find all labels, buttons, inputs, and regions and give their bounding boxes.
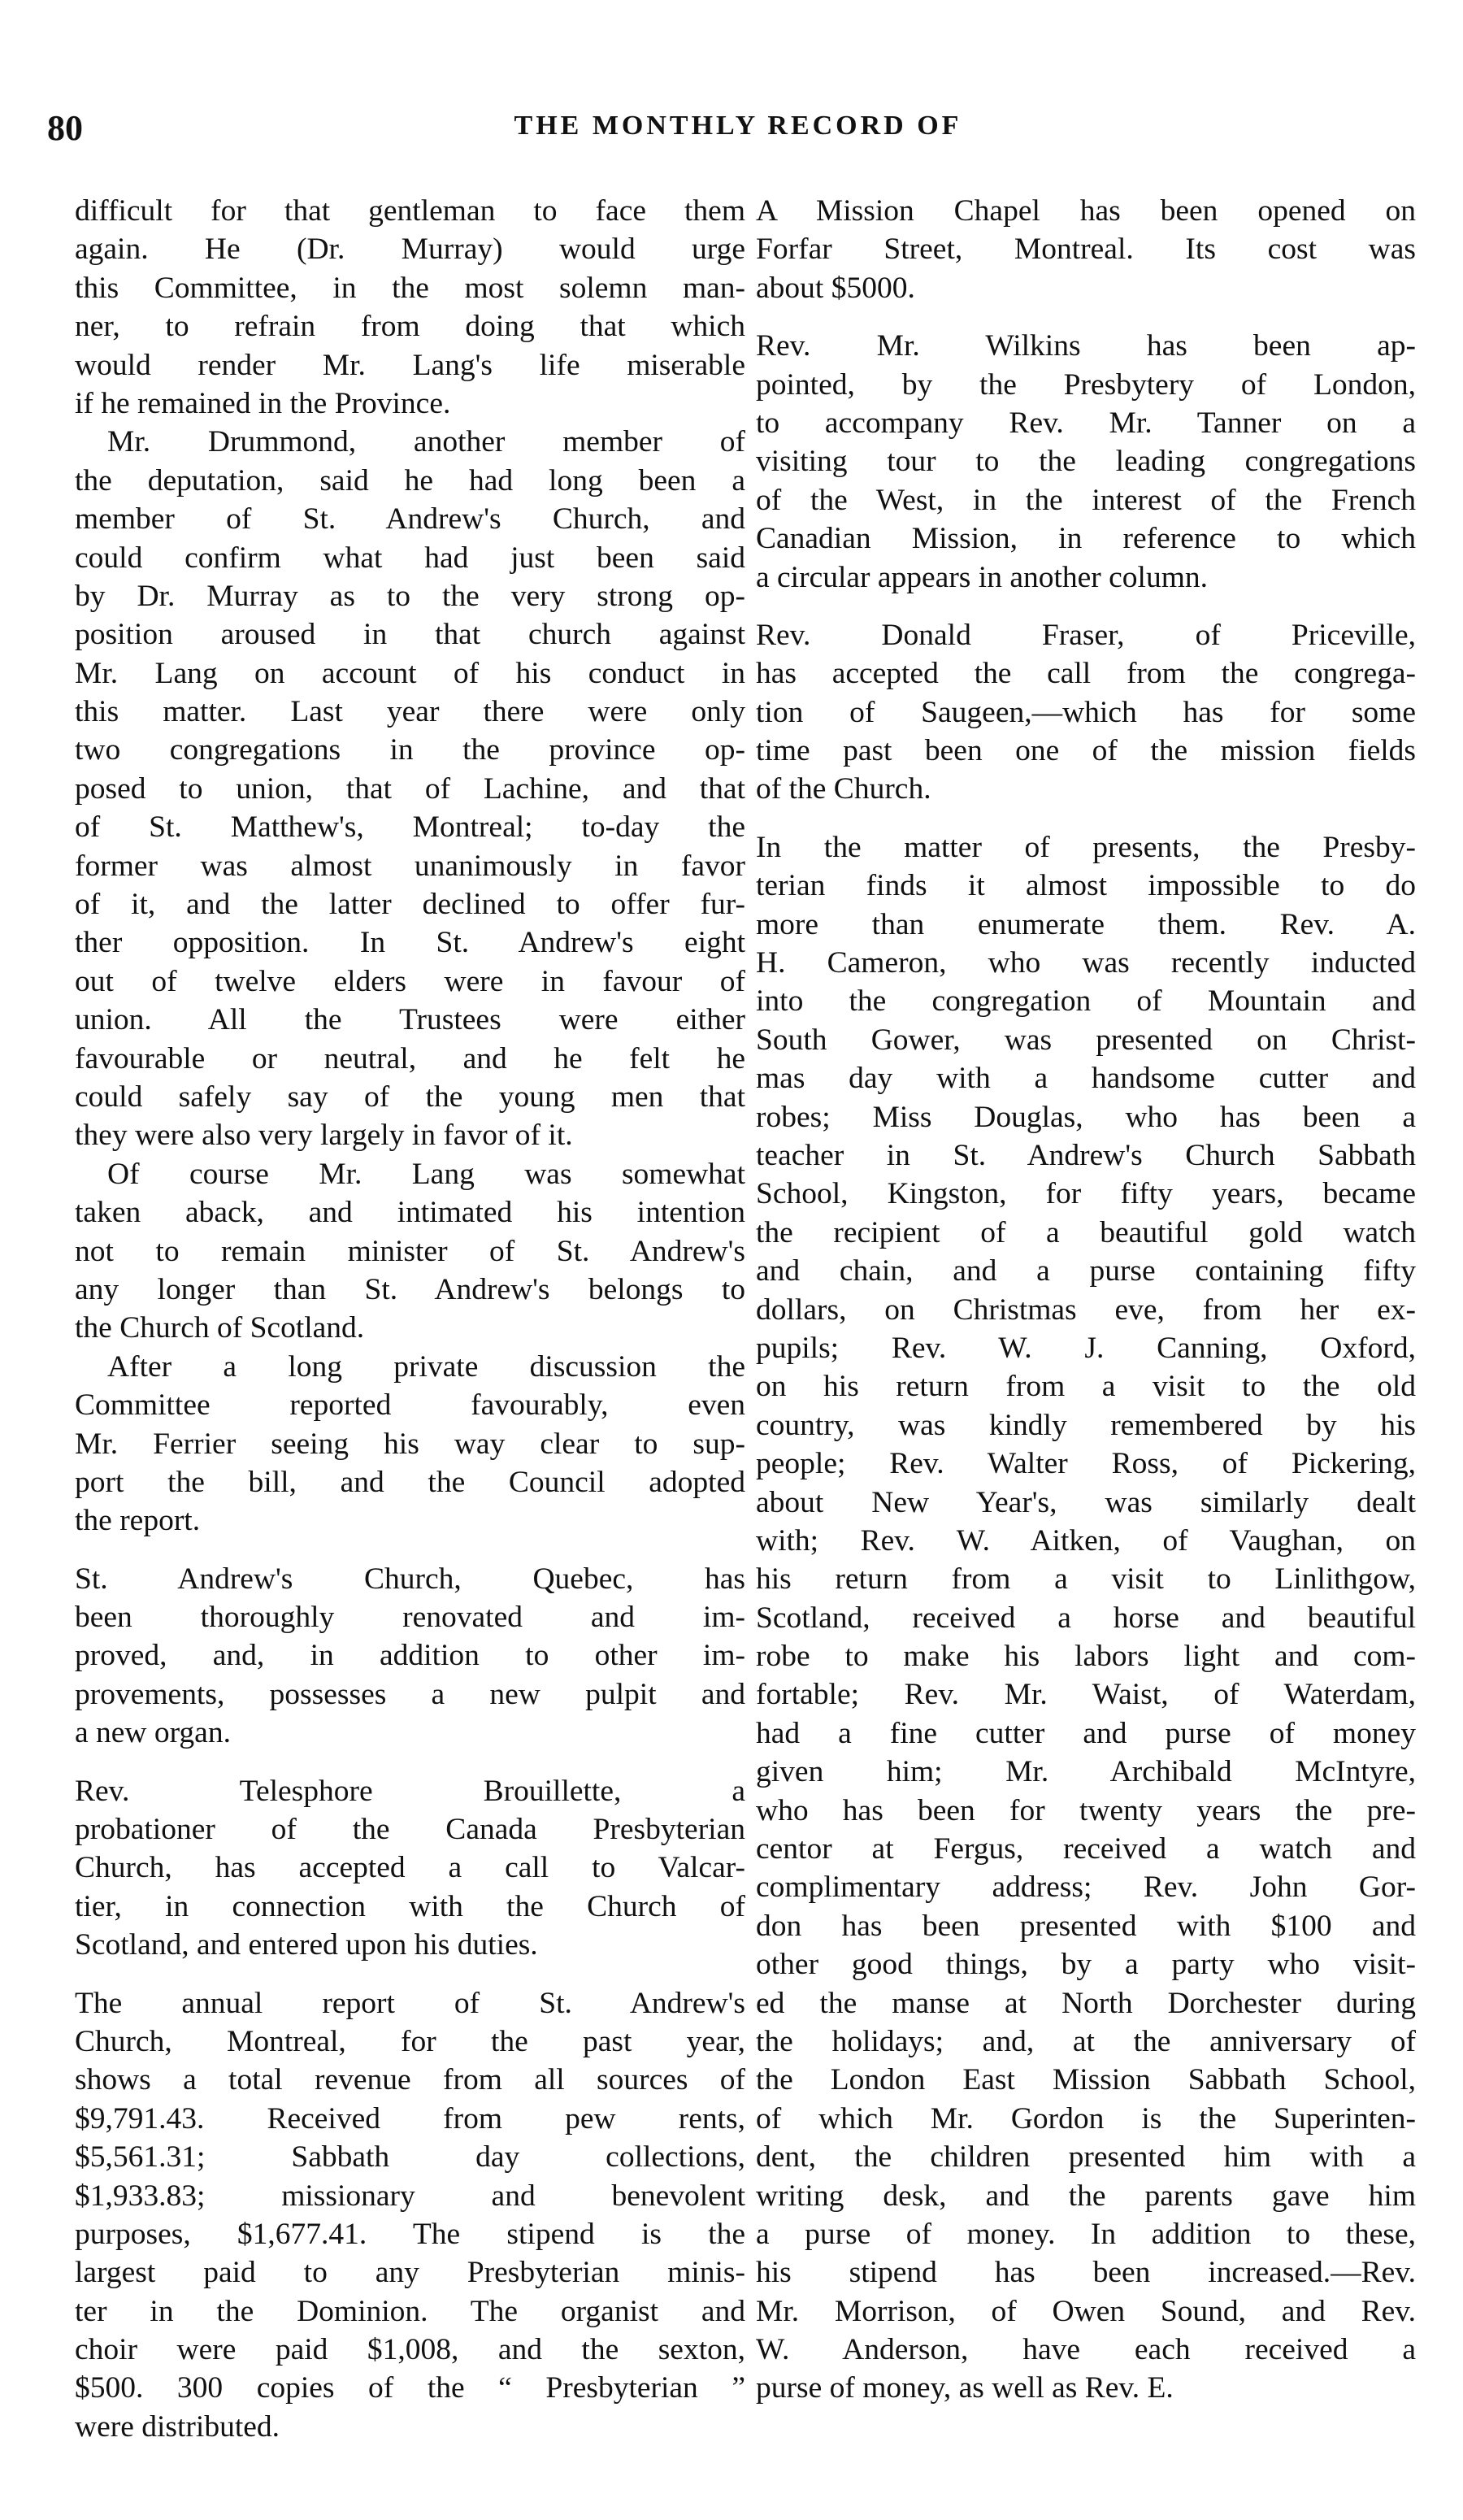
right-column-line: Rev. Mr. Wilkins has been ap- [756,329,1416,363]
left-column-line: out of twelve elders were in favour of [75,964,745,998]
right-column-line: robe to make his labors light and com- [756,1640,1416,1674]
left-column-line: port the bill, and the Council adopted [75,1465,745,1499]
right-column-line: people; Rev. Walter Ross, of Pickering, [756,1447,1416,1481]
right-column-line: H. Cameron, who was recently inducted [756,946,1416,980]
left-column-line: any longer than St. Andrew's belongs to [75,1272,745,1306]
left-column-line: purposes, $1,677.41. The stipend is the [75,2217,745,2251]
left-column-line: Church, has accepted a call to Valcar- [75,1851,745,1885]
left-column-line: two congregations in the province op- [75,733,745,767]
left-column-line: again. He (Dr. Murray) would urge [75,232,745,267]
right-column-line: had a fine cutter and purse of money [756,1716,1416,1750]
left-column-line: by Dr. Murray as to the very strong op- [75,579,745,613]
right-column-line: into the congregation of Mountain and [756,984,1416,1019]
right-column-line: mas day with a handsome cutter and [756,1062,1416,1096]
left-column-line: tier, in connection with the Church of [75,1889,745,1923]
right-column-line: to accompany Rev. Mr. Tanner on a [756,406,1416,440]
left-column-line: taken aback, and intimated his intention [75,1196,745,1230]
left-column-line: a new organ. [75,1716,231,1750]
left-column-line: they were also very largely in favor of it. [75,1119,573,1153]
left-column-line: probationer of the Canada Presbyterian [75,1813,745,1847]
left-column-line: $9,791.43. Received from pew rents, [75,2101,745,2135]
left-column-line: the deputation, said he had long been a [75,463,745,497]
right-column-line: School, Kingston, for fifty years, became [756,1177,1416,1211]
right-column-line: given him; Mr. Archibald McIntyre, [756,1755,1416,1789]
left-column-line: ter in the Dominion. The organist and [75,2294,745,2328]
left-column [75,192,745,2446]
left-column-line: Mr. Ferrier seeing his way clear to sup- [75,1427,745,1461]
paragraph-gap [756,307,1416,327]
right-column-line: fortable; Rev. Mr. Waist, of Waterdam, [756,1678,1416,1712]
left-column-line: union. All the Trustees were either [75,1003,745,1037]
right-column-line: has accepted the call from the congrega- [756,657,1416,691]
right-column-line: Rev. Donald Fraser, of Priceville, [756,618,1416,652]
left-column-line: been thoroughly renovated and im- [75,1601,745,1635]
left-column-line: ther opposition. In St. Andrew's eight [75,926,745,960]
left-column-line: not to remain minister of St. Andrew's [75,1234,745,1268]
left-column-line: largest paid to any Presbyterian minis- [75,2256,745,2290]
right-column-line: a purse of money. In addition to these, [756,2217,1416,2251]
right-column-line: time past been one of the mission fields [756,734,1416,768]
right-column-line: pointed, by the Presbytery of London, [756,367,1416,402]
right-column-line: more than enumerate them. Rev. A. [756,907,1416,941]
right-column-line: other good things, by a party who visit- [756,1948,1416,1982]
left-column-line: Scotland, and entered upon his duties. [75,1928,538,1962]
right-column-line: pupils; Rev. W. J. Canning, Oxford, [756,1331,1416,1365]
right-column-line: Scotland, received a horse and beautiful [756,1601,1416,1635]
right-column-line: A Mission Chapel has been opened on [756,194,1416,228]
right-column-line: writing desk, and the parents gave him [756,2179,1416,2213]
right-column-line: the recipient of a beautiful gold watch [756,1215,1416,1249]
left-column-line: provements, possesses a new pulpit and [75,1677,745,1711]
right-column-line: with; Rev. W. Aitken, of Vaughan, on [756,1523,1416,1558]
left-column-line: former was almost unanimously in favor [75,849,745,883]
right-column-line: about New Year's, was similarly dealt [756,1485,1416,1519]
right-column-line: Forfar Street, Montreal. Its cost was [756,232,1416,267]
left-column-line: After a long private discussion the [107,1349,745,1384]
right-column-line: don has been presented with $100 and [756,1909,1416,1943]
right-column-line: robes; Miss Douglas, who has been a [756,1100,1416,1134]
left-column-line: the report. [75,1504,201,1538]
right-column-line: W. Anderson, have each received a [756,2333,1416,2367]
left-column-line: ner, to refrain from doing that which [75,310,745,344]
paragraph-gap [75,1540,745,1560]
left-column-line: proved, and, in addition to other im- [75,1639,745,1673]
paragraph-gap [756,809,1416,828]
right-column-line: of the Church. [756,772,931,806]
left-column-line: position aroused in that church against [75,618,745,652]
page-number: 80 [47,108,83,148]
left-column-line: this Committee, in the most solemn man- [75,271,745,305]
right-column-line: purse of money, as well as Rev. E. [756,2371,1174,2405]
right-column-line: who has been for twenty years the pre- [756,1793,1416,1827]
right-column-line: Canadian Mission, in reference to which [756,522,1416,556]
right-column-line: of the West, in the interest of the French [756,483,1416,517]
left-column-line: Of course Mr. Lang was somewhat [107,1157,745,1191]
left-column-line: $500. 300 copies of the “ Presbyterian ” [75,2371,745,2405]
left-column-line: if he remained in the Province. [75,386,451,420]
left-column-line: difficult for that gentleman to face them [75,194,745,228]
left-column-line: could confirm what had just been said [75,541,745,575]
paragraph-gap [756,597,1416,616]
right-column-line: ed the manse at North Dorchester during [756,1986,1416,2020]
left-column-line: Mr. Lang on account of his conduct in [75,656,745,690]
right-column-line: about $5000. [756,271,915,305]
right-column-line: the London East Mission Sabbath School, [756,2063,1416,2097]
right-column-line: a circular appears in another column. [756,560,1208,594]
right-column-line: centor at Fergus, received a watch and [756,1832,1416,1866]
right-column-line: dollars, on Christmas eve, from her ex- [756,1293,1416,1327]
right-column-line: dent, the children presented him with a [756,2140,1416,2175]
left-column-line: would render Mr. Lang's life miserable [75,348,745,382]
right-column-line: on his return from a visit to the old [756,1370,1416,1404]
right-column-line: of which Mr. Gordon is the Superinten- [756,2101,1416,2135]
left-column-line: favourable or neutral, and he felt he [75,1041,745,1075]
running-title: THE MONTHLY RECORD OF [514,111,962,141]
left-column-line: this matter. Last year there were only [75,695,745,729]
right-column-line: terian finds it almost impossible to do [756,869,1416,903]
left-column-line: could safely say of the young men that [75,1080,745,1114]
left-column-line: Mr. Drummond, another member of [107,425,745,459]
left-column-line: member of St. Andrew's Church, and [75,502,745,537]
left-column-line: of St. Matthew's, Montreal; to-day the [75,810,745,845]
left-column-line: The annual report of St. Andrew's [75,1986,745,2020]
right-column-line: tion of Saugeen,—which has for some [756,695,1416,729]
left-column-line: shows a total revenue from all sources of [75,2063,745,2097]
right-column-line: In the matter of presents, the Presby- [756,830,1416,864]
paragraph-gap [75,1753,745,1772]
right-column-line: his stipend has been increased.—Rev. [756,2256,1416,2290]
right-column-line: complimentary address; Rev. John Gor- [756,1870,1416,1905]
left-column-line: $1,933.83; missionary and benevolent [75,2179,745,2213]
left-column-line: posed to union, that of Lachine, and that [75,771,745,806]
left-column-line: $5,561.31; Sabbath day collections, [75,2140,745,2175]
right-column [756,192,1416,2408]
right-column-line: Mr. Morrison, of Owen Sound, and Rev. [756,2294,1416,2328]
right-column-line: teacher in St. Andrew's Church Sabbath [756,1138,1416,1172]
left-column-line: the Church of Scotland. [75,1311,365,1345]
left-column-line: choir were paid $1,008, and the sexton, [75,2333,745,2367]
left-column-line: Committee reported favourably, even [75,1388,745,1423]
left-column-line: of it, and the latter declined to offer fur- [75,888,745,922]
right-column-line: South Gower, was presented on Christ- [756,1023,1416,1057]
page-header [47,107,1429,156]
right-column-line: country, was kindly remembered by his [756,1408,1416,1442]
left-column-line: Rev. Telesphore Brouillette, a [75,1774,745,1808]
left-column-line: were distributed. [75,2409,280,2444]
right-column-line: the holidays; and, at the anniversary of [756,2024,1416,2058]
right-column-line: visiting tour to the leading congregations [756,445,1416,479]
right-column-line: and chain, and a purse containing fifty [756,1254,1416,1288]
paragraph-gap [75,1965,745,1984]
left-column-line: Church, Montreal, for the past year, [75,2024,745,2058]
left-column-line: St. Andrew's Church, Quebec, has [75,1562,745,1596]
right-column-line: his return from a visit to Linlithgow, [756,1562,1416,1597]
